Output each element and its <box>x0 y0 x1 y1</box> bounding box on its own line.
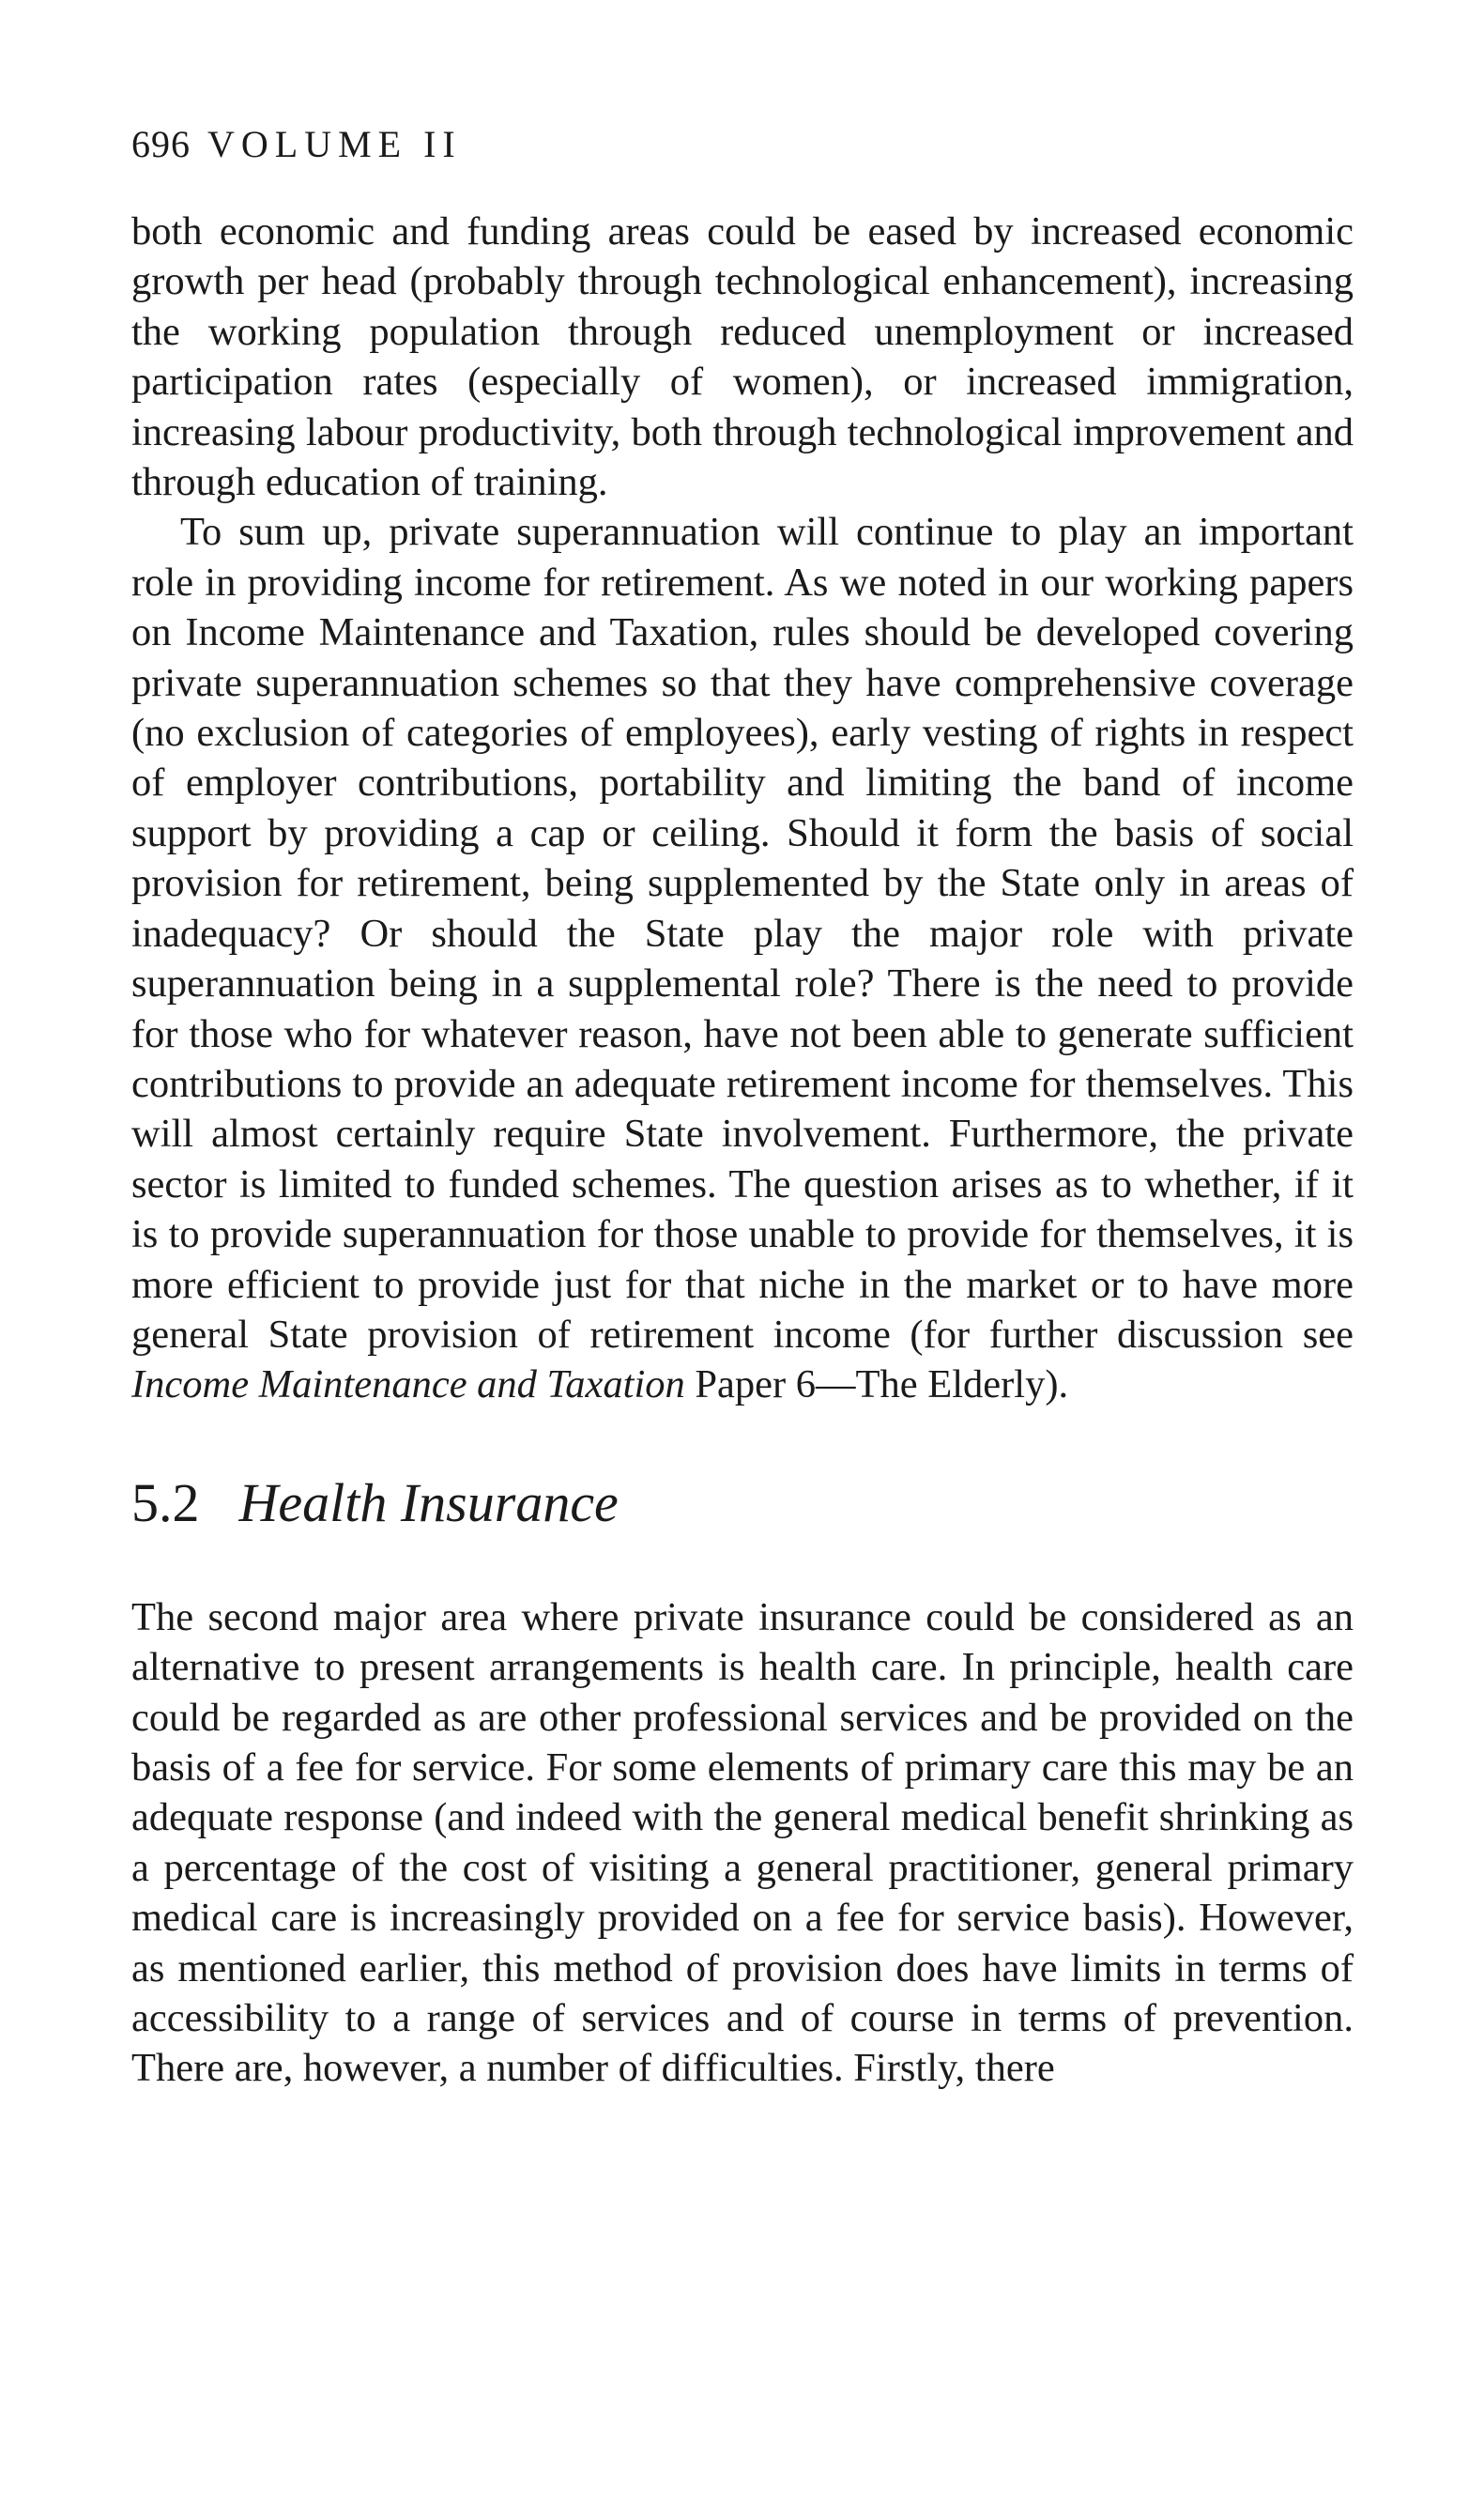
page-number: 696 <box>131 123 191 165</box>
citation-tail: Paper 6—The Elderly). <box>695 1362 1069 1407</box>
paragraph-summary <box>131 507 1354 1409</box>
section-heading <box>131 1470 1354 1536</box>
paragraph-summary-text: To sum up, private superannuation will continue to play an important role in providing income for retirement. As we noted in our working papers on Income Maintenance and Taxation, rules should be developed covering private superannuation schemes so that they have comprehensive coverage (no exclusion of categories of employees), early vesting of rights in respect of employer contributions, portability and limiting the band of income support by providing a cap or ceiling. Should it form the basis of social provision for retirement, being supplemented by the State only in areas of inadequacy? Or should the State play the major role with private superannuation being in a supplemental role? There is the need to provide for those who for whatever reason, have not been able to generate sufficient contributions to provide an adequate retirement income for themselves. This will almost certainly require State involvement. Furthermore, the private sector is limited to funded schemes. The question arises as to whether, if it is to provide superannuation for those unable to provide for themselves, it is more efficient to provide just for that niche in the market or to have more general State provision of retirement income (for further discussion see <box>131 510 1354 1357</box>
volume-label: VOLUME II <box>207 123 462 165</box>
running-head <box>131 122 1354 167</box>
citation-title: Income Maintenance and Taxation <box>131 1362 685 1407</box>
section-number: 5.2 <box>131 1471 200 1533</box>
section-title: Health Insurance <box>238 1471 619 1533</box>
paragraph-continued: both economic and funding areas could be eased by increased economic growth per head (probably through technological enhancement), increasing the working population through reduced unemployment or increased participation rates (especially of women), or increased immigration, increasing labour productivity, both through technological improvement and through education of training. <box>131 209 1354 505</box>
paragraph-health-insurance: The second major area where private insurance could be considered as an alternative to present arrangements is health care. In principle, health care could be regarded as are other professional services and be provided on the basis of a fee for service. For some elements of primary care this may be an adequate response (and indeed with the general medical benefit shrinking as a percentage of the cost of visiting a general practitioner, general primary medical care is increasingly provided on a fee for service basis). However, as mentioned earlier, this method of provision does have limits in terms of accessibility to a range of services and of course in terms of prevention. There are, however, a number of difficulties. Firstly, there <box>131 1594 1354 2091</box>
document-page <box>131 122 1354 2094</box>
